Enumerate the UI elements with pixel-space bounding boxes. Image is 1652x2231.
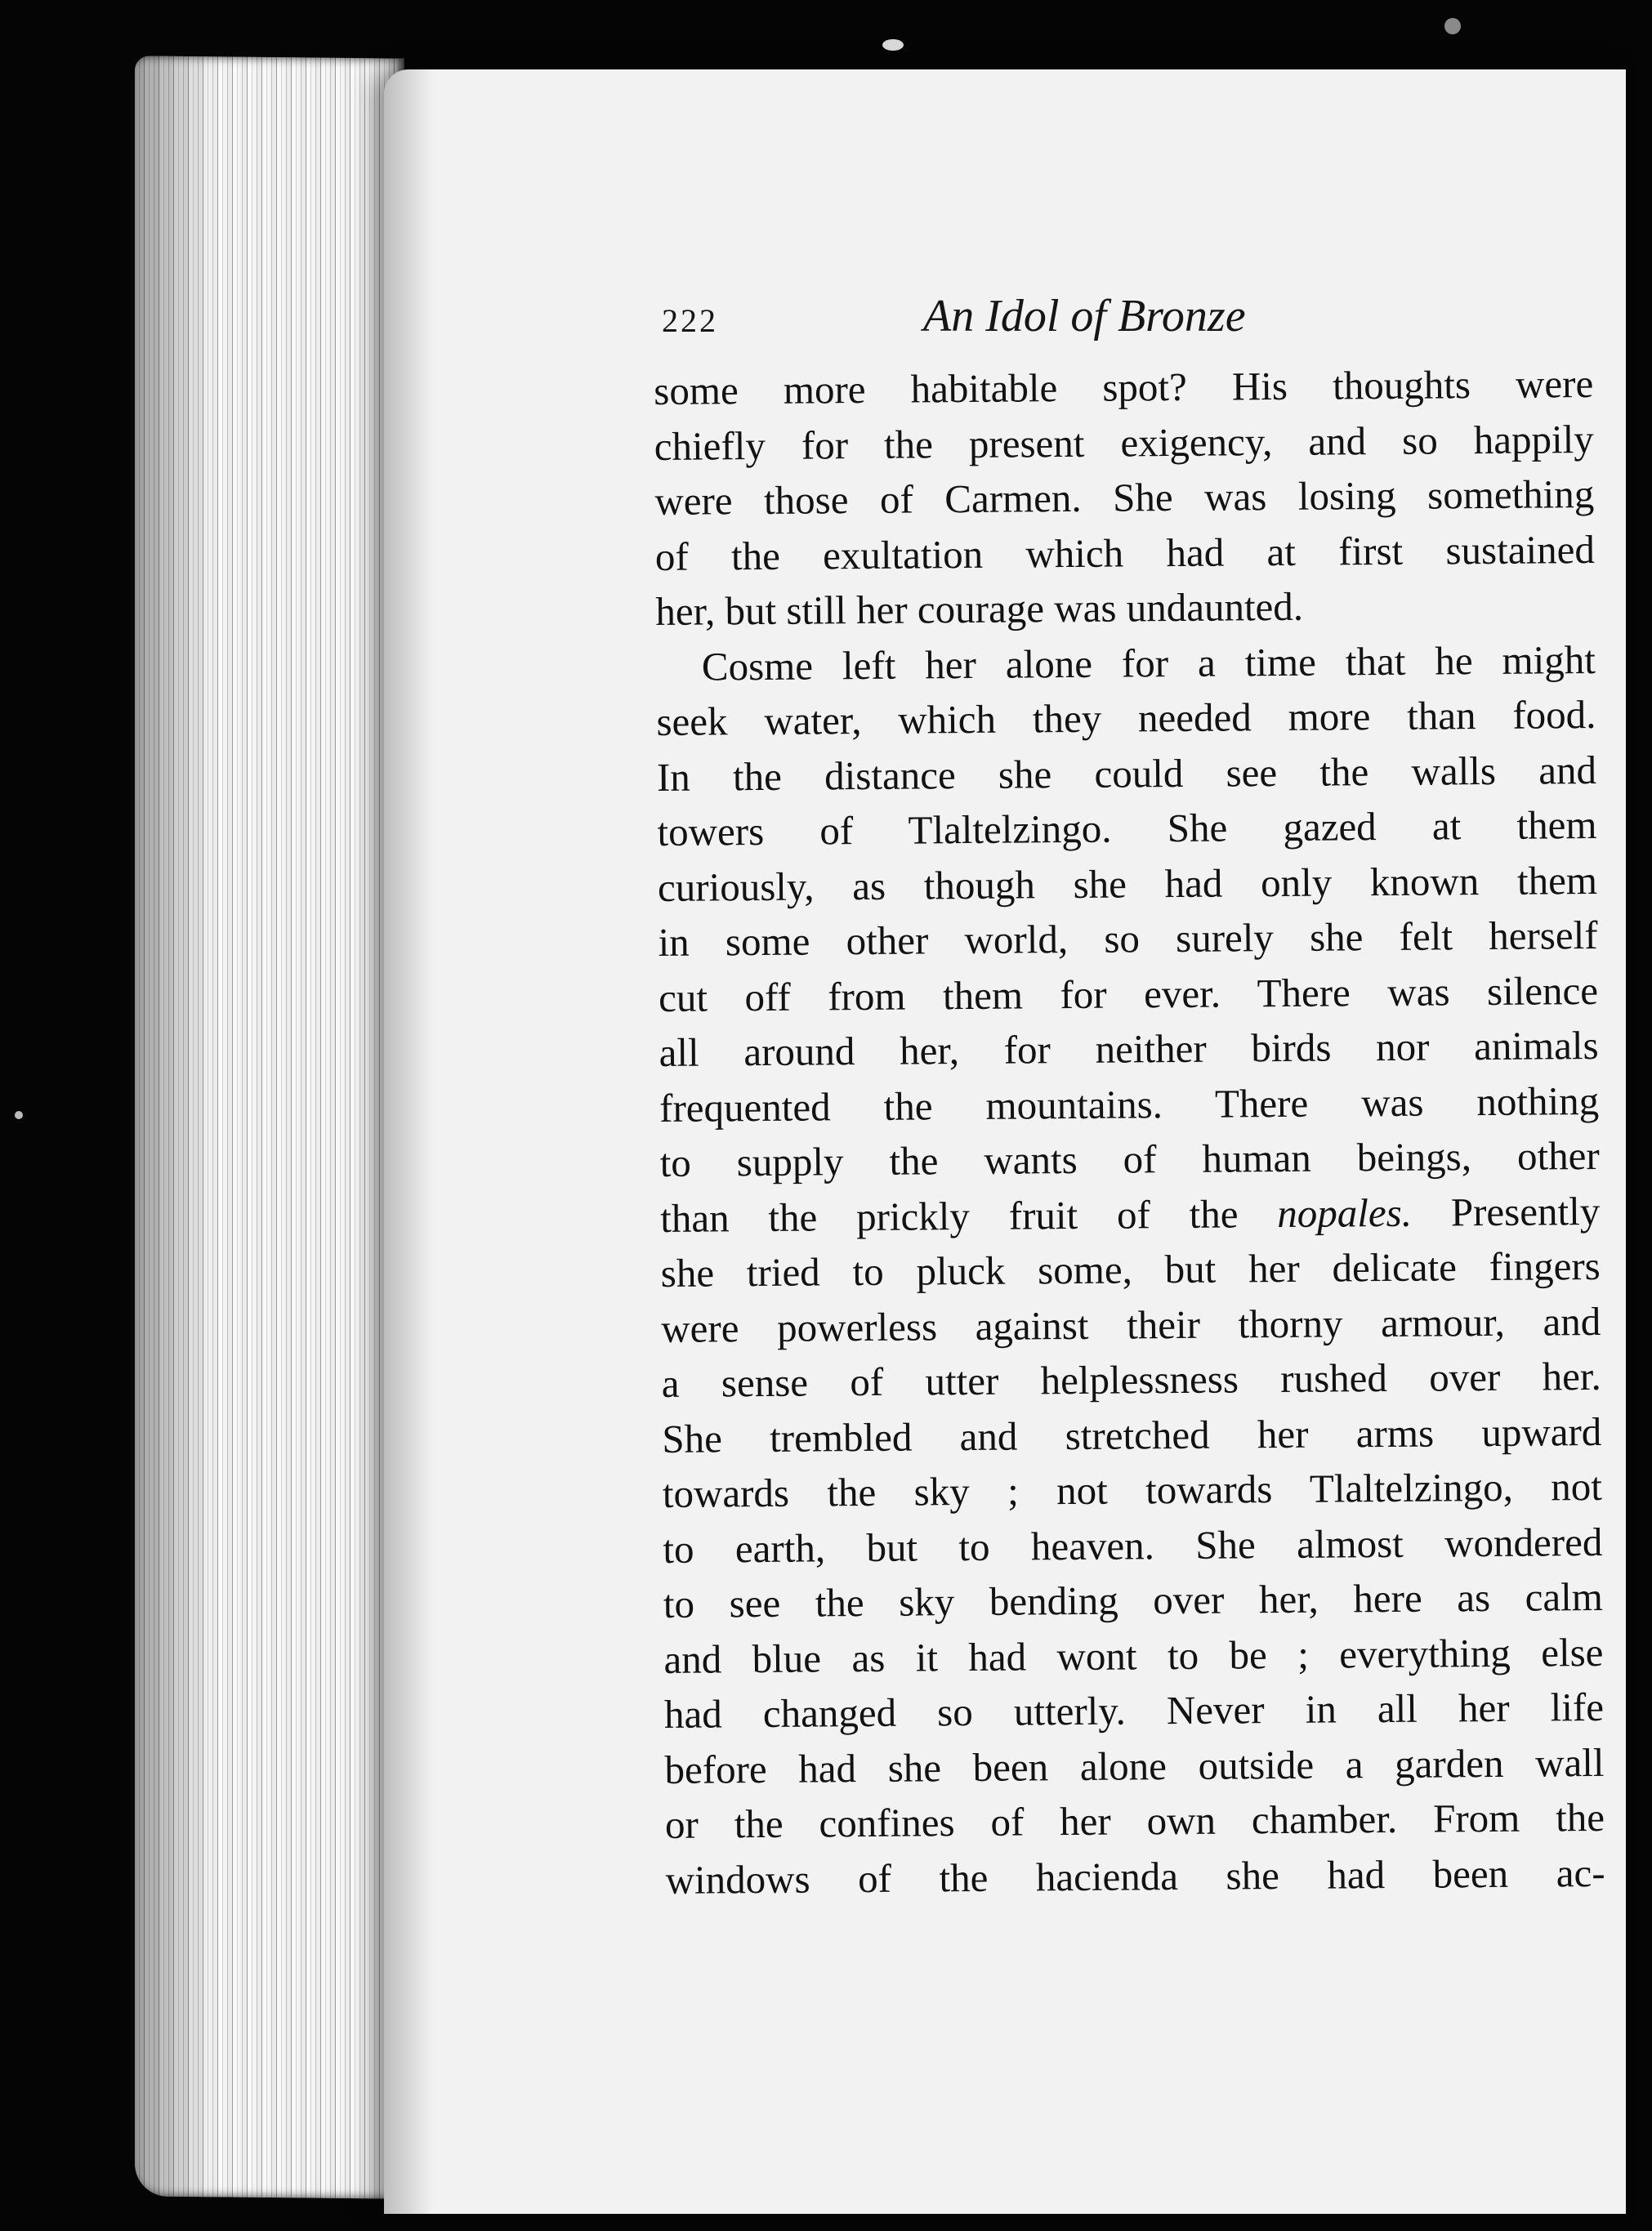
- text-line: windows of the hacienda she had been ac-: [665, 1849, 1605, 1903]
- text-line: her, but still her courage was undaunted.: [655, 583, 1304, 634]
- text-line: Cosme left her alone for a time that he might: [701, 636, 1596, 689]
- running-head: [662, 290, 1593, 355]
- text-line: towards the sky ; not towards Tlaltelzingo, not: [662, 1463, 1603, 1516]
- body-text: [654, 356, 1605, 1908]
- text-line: in some other world, so surely she felt herself: [658, 912, 1598, 965]
- page-number: 222: [662, 302, 718, 339]
- text-line: or the confines of her own chamber. From the: [664, 1794, 1605, 1847]
- text-line: were those of Carmen. She was losing something: [654, 471, 1595, 524]
- text-line: some more habitable spot? His thoughts were: [654, 360, 1594, 413]
- text-line: cut off from them for ever. There was silence: [658, 967, 1599, 1020]
- page-edges-shadow: [135, 56, 404, 2198]
- text-line: of the exultation which had at first sustained: [654, 526, 1596, 579]
- scan-speck: [1444, 18, 1461, 34]
- text-line: before had she been alone outside a garden wall: [664, 1739, 1605, 1792]
- text-line: frequented the mountains. There was nothing: [659, 1078, 1600, 1131]
- scan-speck: [882, 39, 904, 51]
- text-line: to supply the wants of human beings, other: [659, 1132, 1600, 1185]
- text-line: seek water, which they needed more than food.: [656, 691, 1596, 744]
- text-line: were powerless against their thorny armour, and: [661, 1298, 1601, 1351]
- text-line: curiously, as though she had only known them: [657, 857, 1598, 910]
- text-segment: than the prickly fruit of the: [659, 1190, 1239, 1241]
- text-line: to earth, but to heaven. She almost wondered: [663, 1519, 1603, 1572]
- text-line: a sense of utter helplessness rushed over her.: [661, 1353, 1601, 1406]
- text-line: to see the sky bending over her, here as calm: [663, 1573, 1604, 1626]
- running-title: An Idol of Bronze: [923, 291, 1246, 341]
- scan-speck: [15, 1111, 23, 1119]
- text-line: She trembled and stretched her arms upward: [662, 1408, 1602, 1461]
- text-line: towers of Tlaltelzingo. She gazed at them: [657, 801, 1597, 854]
- text-line: and blue as it had wont to be ; everything else: [663, 1629, 1604, 1682]
- text-segment: Presently: [1450, 1188, 1601, 1234]
- page-gutter-shadow: [384, 69, 433, 2214]
- italic-word: nopales.: [1277, 1189, 1413, 1236]
- text-line: chiefly for the present exigency, and so happily: [654, 416, 1594, 469]
- text-line-with-italic: [660, 1183, 1600, 1246]
- text-line: In the distance she could see the walls and: [656, 747, 1597, 800]
- text-line: she tried to pluck some, but her delicate fingers: [660, 1243, 1601, 1296]
- text-line: all around her, for neither birds nor animals: [659, 1022, 1599, 1075]
- text-line: had changed so utterly. Never in all her life: [663, 1684, 1605, 1737]
